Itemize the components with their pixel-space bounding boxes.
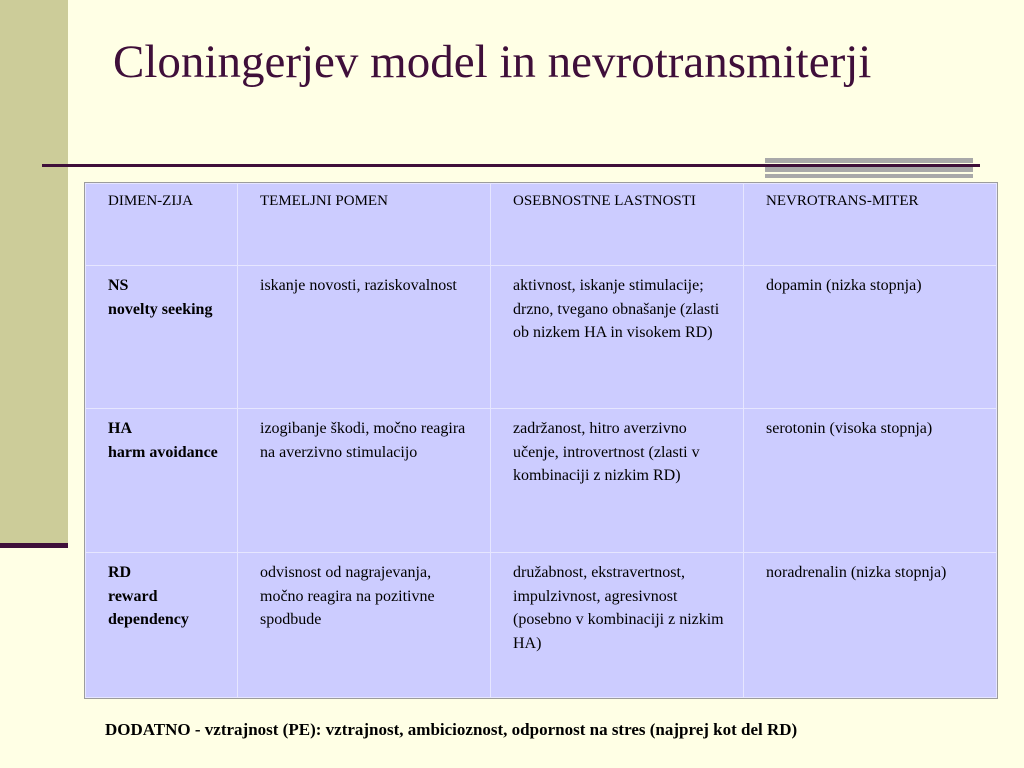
title-accent-bars <box>765 158 973 178</box>
header-dimension: DIMEN-ZIJA <box>86 184 238 266</box>
dimension-cell <box>86 553 238 698</box>
slide-title: Cloningerjev model in nevrotransmiterji <box>113 36 872 88</box>
neurotransmitter-cell: noradrenalin (nizka stopnja) <box>744 553 997 698</box>
dimension-cell <box>86 266 238 409</box>
footer-note: DODATNO - vztrajnost (PE): vztrajnost, ambicioznost, odpornost na stres (najprej kot del RD) <box>105 720 798 739</box>
left-decorative-band <box>0 0 68 545</box>
neurotransmitter-cell: serotonin (visoka stopnja) <box>744 409 997 553</box>
traits-cell: aktivnost, iskanje stimulacije; drzno, tvegano obnašanje (zlasti ob nizkem HA in visokem RD) <box>491 266 744 409</box>
table-row <box>86 553 997 698</box>
header-neurotransmitter: NEVROTRANS-MITER <box>744 184 997 266</box>
traits-cell: zadržanost, hitro averzivno učenje, introvertnost (zlasti v kombinaciji z nizkim RD) <box>491 409 744 553</box>
dimension-code: HA <box>108 420 132 437</box>
neurotransmitter-cell: dopamin (nizka stopnja) <box>744 266 997 409</box>
table-row <box>86 266 997 409</box>
dimension-name: reward dependency <box>108 587 189 628</box>
traits-cell: družabnost, ekstravertnost, impulzivnost, agresivnost (posebno v kombinaciji z nizkim HA) <box>491 553 744 698</box>
meaning-cell: iskanje novosti, raziskovalnost <box>238 266 491 409</box>
dimension-name: novelty seeking <box>108 300 213 318</box>
header-traits: OSEBNOSTNE LASTNOSTI <box>491 184 744 266</box>
meaning-cell: izogibanje škodi, močno reagira na averzivno stimulacijo <box>238 409 491 553</box>
dimension-code: RD <box>108 564 132 581</box>
dimension-code: NS <box>108 277 129 294</box>
table-header-row <box>86 184 997 266</box>
meaning-cell: odvisnost od nagrajevanja, močno reagira na pozitivne spodbude <box>238 553 491 698</box>
dimension-name: harm avoidance <box>108 443 218 461</box>
cloninger-table <box>85 183 997 698</box>
header-meaning: TEMELJNI POMEN <box>238 184 491 266</box>
dimension-cell <box>86 409 238 553</box>
table-row <box>86 409 997 553</box>
left-band-divider <box>0 543 68 548</box>
